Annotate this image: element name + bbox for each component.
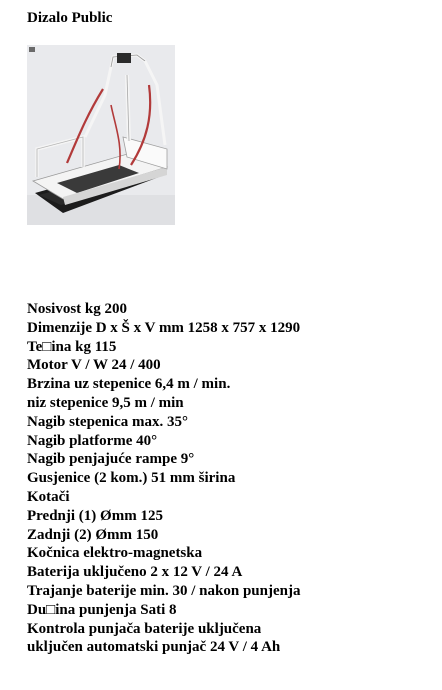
- spec-line: Zadnji (2) Ømm 150: [27, 526, 159, 543]
- page-title: Dizalo Public: [27, 10, 113, 26]
- spec-line: Nagib stepenica max. 35°: [27, 413, 188, 430]
- spec-line: Motor V / W 24 / 400: [27, 357, 161, 374]
- spec-line: Nagib penjajuće rampe 9°: [27, 451, 195, 468]
- spec-line: Du□ina punjenja Sati 8: [27, 601, 177, 618]
- spec-line: Nosivost kg 200: [27, 301, 128, 317]
- spec-line: Te□ina kg 115: [27, 338, 117, 355]
- spec-line: Nagib platforme 40°: [27, 432, 158, 449]
- spec-line: uključen automatski punjač 24 V / 4 Ah: [27, 639, 281, 656]
- spec-line: Kontrola punjača baterije uključena: [27, 620, 262, 637]
- spec-line: Brzina uz stepenice 6,4 m / min.: [27, 376, 231, 393]
- spec-line: Gusjenice (2 kom.) 51 mm širina: [27, 470, 236, 487]
- spec-line: Baterija uključeno 2 x 12 V / 24 A: [27, 564, 243, 581]
- product-photo: [27, 45, 175, 225]
- spec-line: niz stepenice 9,5 m / min: [27, 394, 184, 411]
- spec-line: Trajanje baterije min. 30 / nakon punjenja: [27, 582, 301, 599]
- stair-lift-illustration: [27, 45, 175, 225]
- spec-line: Kotači: [27, 488, 70, 505]
- spec-line: Prednji (1) Ømm 125: [27, 507, 163, 524]
- spec-line: Dimenzije D x Š x V mm 1258 x 757 x 1290: [27, 319, 301, 336]
- spec-list: [27, 300, 300, 657]
- spec-line: Kočnica elektro-magnetska: [27, 545, 203, 562]
